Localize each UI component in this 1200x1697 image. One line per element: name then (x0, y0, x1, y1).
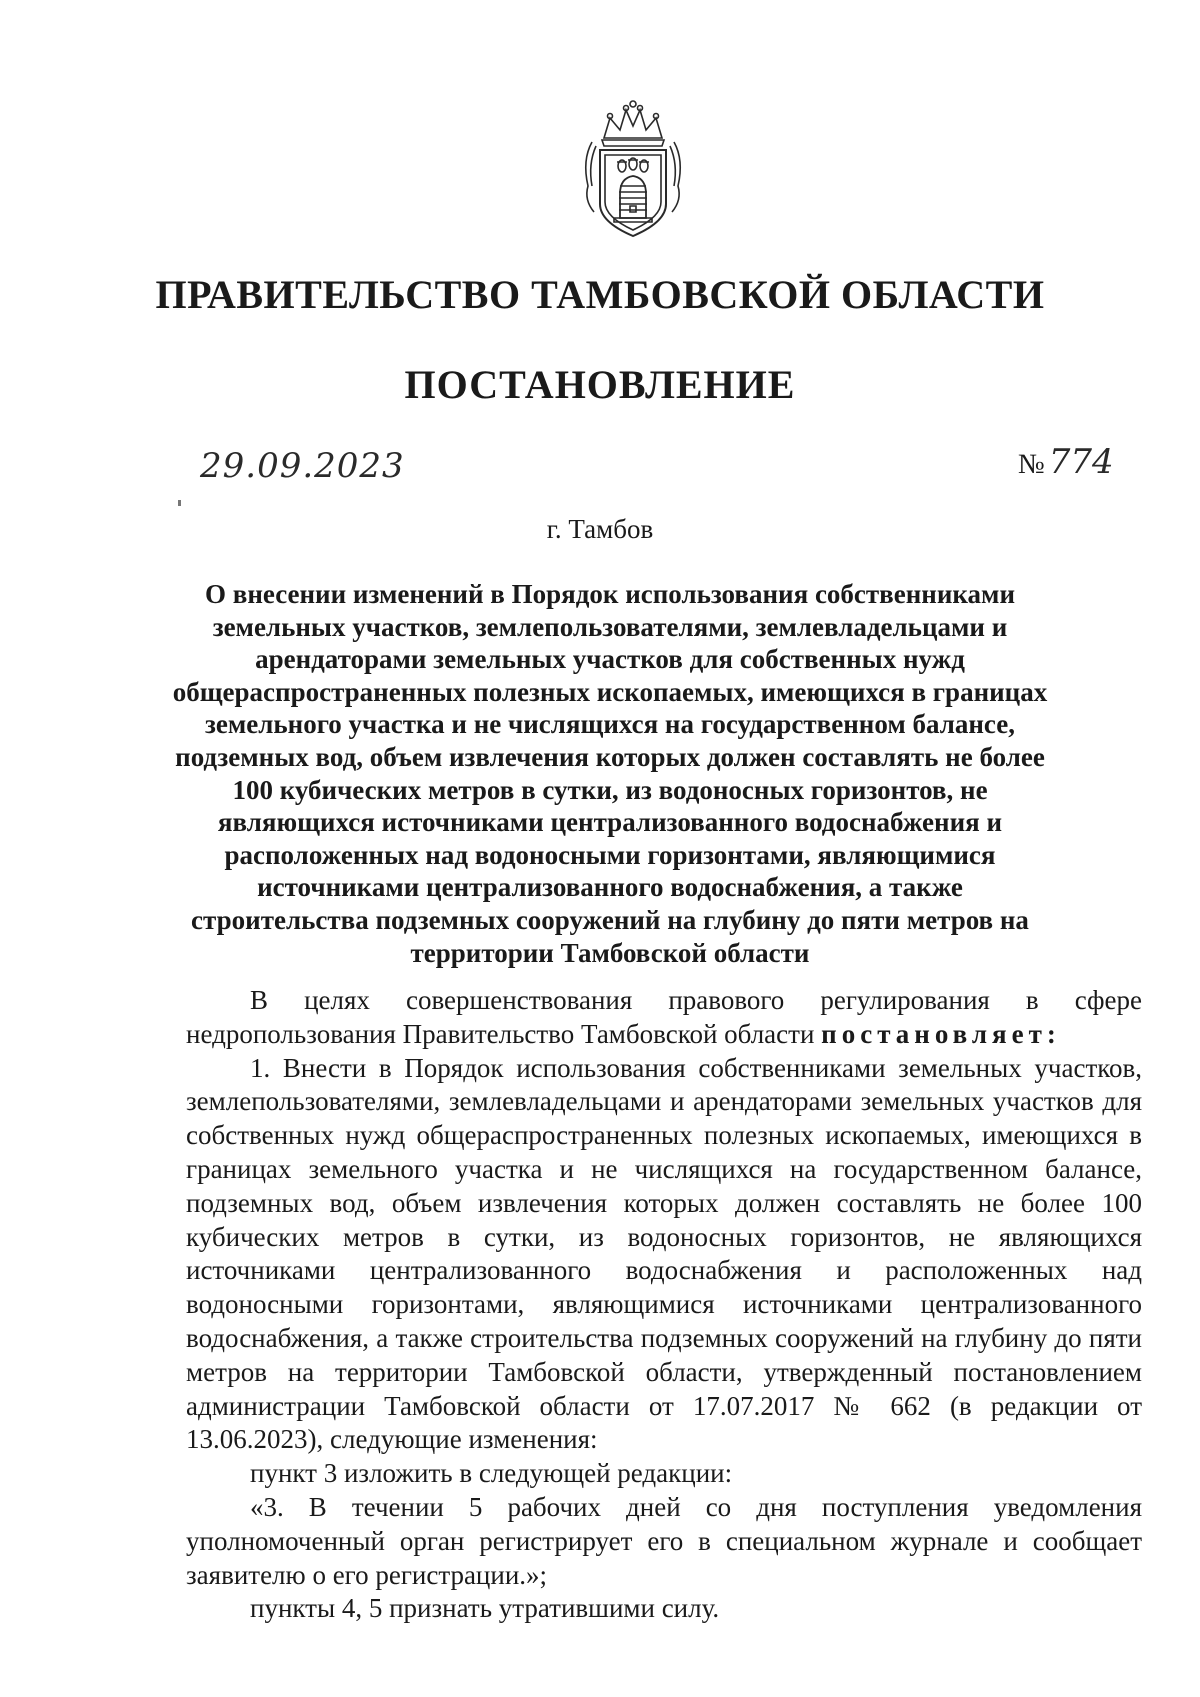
intro-text: В целях совершенствования правового регулирования в сфере недропользования Правительство Тамбовской области (186, 985, 1142, 1049)
points-4-5: пункты 4, 5 признать утратившими силу. (250, 1593, 720, 1624)
document-type: ПОСТАНОВЛЕНИЕ (404, 362, 796, 407)
point-3-intro: пункт 3 изложить в следующей редакции: (250, 1458, 733, 1489)
document-body (186, 984, 1142, 1626)
number-prefix: № (1018, 449, 1045, 480)
city: г. Тамбов (546, 514, 654, 544)
document-number (1018, 442, 1114, 482)
document-date: 29.09.2023 (200, 446, 405, 486)
document-subject: О внесении изменений в Порядок использования собственниками земельных участков, землепользователями, землевладельцами и арендаторами земельных участков для собственных нужд общераспространенных полезных ископаемых, имеющихся в границах земельного участка и не числящихся на государственном балансе, подземных вод, объем извлечения которых должен составлять не более 100 кубических метров в сутки, из водоносных горизонтов, не являющихся источниками централизованного водоснабжения и расположенных над водоносными горизонтами, являющимися источниками централизованного водоснабжения, а также строительства подземных сооружений на глубину до пяти метров на территории Тамбовской области (172, 579, 1048, 968)
government-title: ПРАВИТЕЛЬСТВО ТАМБОВСКОЙ ОБЛАСТИ (155, 272, 1045, 317)
scan-speck (178, 500, 181, 506)
intro-verb: постановляет: (821, 1018, 1061, 1049)
intro-paragraph (186, 984, 1142, 1052)
number-value: 774 (1048, 442, 1114, 482)
coat-of-arms-icon (574, 100, 692, 242)
item-1-paragraph: 1. Внести в Порядок использования собственниками земельных участков, землепользователями, землевладельцами и арендаторами земельных участков для собственных нужд общераспространенных полезных ископаемых, имеющихся в границах земельного участка и не числящихся на государственном балансе, подземных вод, объем извлечения которых должен составлять не более 100 кубических метров в сутки, из водоносных горизонтов, не являющихся источниками централизованного водоснабжения и расположенных над водоносными горизонтами, являющимися источниками централизованного водоснабжения, а также строительства подземных сооружений на глубину до пяти метров на территории Тамбовской области, утвержденный постановлением администрации Тамбовской области от 17.07.2017 № 662 (в редакции от 13.06.2023), следующие изменения: (186, 1052, 1142, 1455)
point-3-text: «3. В течении 5 рабочих дней со дня поступления уведомления уполномоченный орган регистрирует его в специальном журнале и сообщает заявителю о его регистрации.»; (186, 1491, 1142, 1590)
